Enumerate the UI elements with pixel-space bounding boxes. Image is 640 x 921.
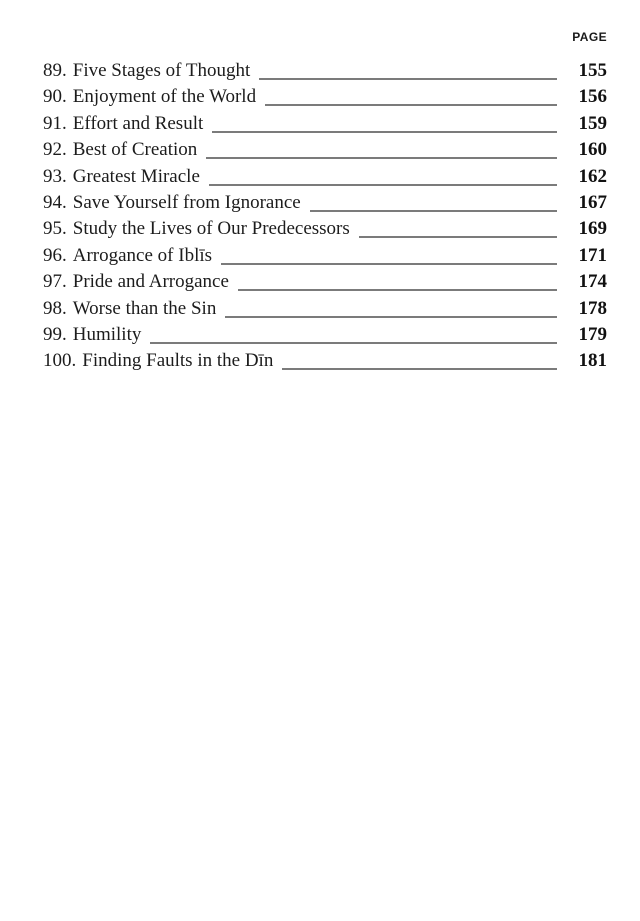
leader-line [310, 205, 557, 212]
leader-line [259, 73, 557, 80]
leader-line [150, 337, 557, 344]
toc-entry-number: 95. [43, 218, 67, 240]
toc-entry-page: 171 [578, 244, 607, 266]
toc-entry-page: 167 [578, 191, 607, 213]
page-column-label: PAGE [572, 30, 607, 44]
toc-entry [43, 296, 607, 322]
toc-entry [43, 322, 607, 348]
toc-entry-page: 160 [578, 139, 607, 161]
toc-entry [43, 243, 607, 269]
leader-line [238, 284, 557, 291]
toc-entry-number: 91. [43, 112, 67, 134]
leader-line [209, 179, 557, 186]
toc-entry-title: Pride and Arrogance [72, 271, 229, 293]
toc-entry-number: 99. [43, 323, 67, 345]
toc-entry [43, 269, 607, 295]
toc-entry-title: Finding Faults in the Dīn [82, 350, 274, 372]
toc-entry-number: 93. [43, 165, 67, 187]
leader-line [225, 311, 557, 318]
toc-entry [43, 164, 607, 190]
toc-entry-page: 178 [578, 297, 607, 319]
toc-entry-page: 155 [578, 60, 607, 81]
toc-list [43, 58, 607, 375]
toc-entry-title: Save Yourself from Ignorance [72, 191, 301, 213]
toc-entry [43, 190, 607, 216]
page-header [43, 30, 607, 46]
toc-entry-page: 162 [578, 165, 607, 187]
toc-entry-title: Study the Lives of Our Predecessors [72, 218, 350, 240]
toc-entry-number: 90. [43, 86, 67, 108]
toc-entry-page: 156 [578, 86, 607, 108]
toc-entry-page: 179 [578, 323, 607, 345]
toc-entry-title: Humility [72, 323, 142, 345]
toc-entry-title: Five Stages of Thought [72, 60, 251, 81]
toc-entry-title: Effort and Result [72, 112, 204, 134]
toc-entry-number: 97. [43, 271, 67, 293]
toc-entry-title: Best of Creation [72, 139, 198, 161]
toc-entry-title: Worse than the Sin [72, 297, 217, 319]
toc-entry [43, 58, 607, 84]
toc-entry-title: Arrogance of Iblīs [72, 244, 213, 266]
toc-entry-number: 94. [43, 191, 67, 213]
toc-entry-number: 92. [43, 139, 67, 161]
leader-line [282, 363, 557, 370]
toc-entry-title: Enjoyment of the World [72, 86, 257, 108]
leader-line [212, 126, 557, 133]
leader-line [265, 99, 557, 106]
toc-entry-title: Greatest Miracle [72, 165, 200, 187]
toc-entry-number: 100. [43, 350, 77, 372]
toc-entry-page: 174 [578, 271, 607, 293]
toc-entry-number: 98. [43, 297, 67, 319]
toc-entry [43, 216, 607, 242]
leader-line [221, 258, 557, 265]
toc-entry [43, 84, 607, 110]
toc-entry [43, 111, 607, 137]
toc-entry-number: 96. [43, 244, 67, 266]
leader-line [359, 231, 557, 238]
toc-entry [43, 137, 607, 163]
leader-line [206, 152, 557, 159]
toc-entry-page: 181 [578, 350, 607, 372]
toc-entry [43, 348, 607, 374]
toc-entry-page: 159 [578, 112, 607, 134]
toc-entry-number: 89. [43, 60, 67, 81]
toc-entry-page: 169 [578, 218, 607, 240]
